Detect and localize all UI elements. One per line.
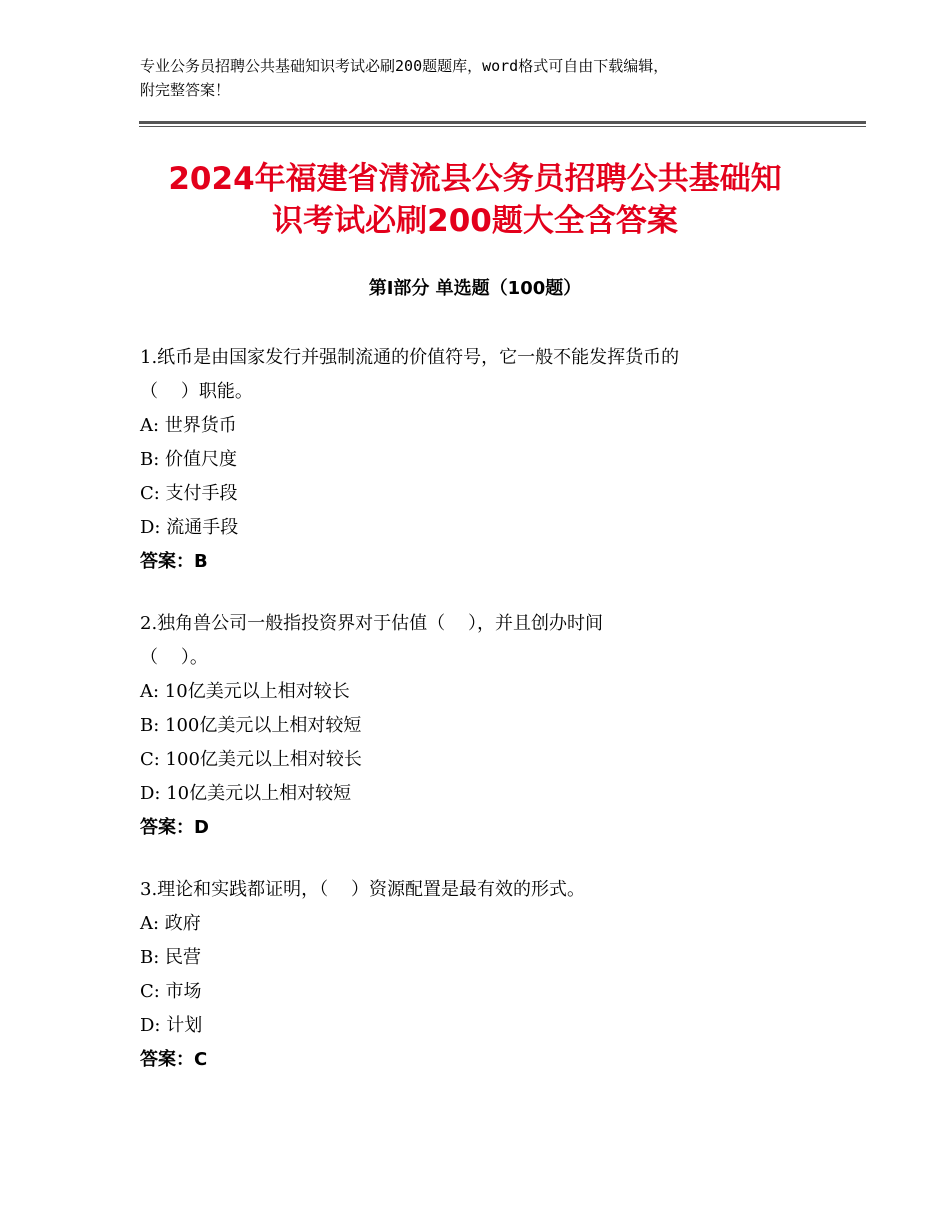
- document-title-line-2: 识考试必刷200题大全含答案: [272, 203, 678, 239]
- header-note: [140, 54, 820, 102]
- option-a: A: 世界货币: [140, 415, 237, 436]
- option-c: C: 市场: [140, 981, 202, 1002]
- section-title: 第Ⅰ部分 单选题（100题）: [368, 278, 582, 299]
- answer-label: 答案：B: [140, 551, 208, 572]
- option-b: B: 价值尺度: [140, 449, 238, 470]
- document-title-line-1: 2024年福建省清流县公务员招聘公共基础知: [168, 161, 782, 197]
- option-a: A: 10亿美元以上相对较长: [140, 681, 350, 702]
- option-a: A: 政府: [140, 913, 201, 934]
- option-d: D: 计划: [140, 1015, 203, 1036]
- question-stem-line-1: 1.纸币是由国家发行并强制流通的价值符号，它一般不能发挥货币的: [140, 347, 680, 368]
- question-stem-line-2: （ ）职能。: [140, 381, 253, 402]
- option-c: C: 100亿美元以上相对较长: [140, 749, 362, 770]
- option-b: B: 100亿美元以上相对较短: [140, 715, 362, 736]
- header-note-line-2: 附完整答案！: [140, 81, 231, 99]
- answer-label: 答案：D: [140, 817, 209, 838]
- answer-label: 答案：C: [140, 1049, 208, 1070]
- question-list: [140, 341, 820, 1105]
- question-stem-line-2: （ ）。: [140, 647, 208, 668]
- option-c: C: 支付手段: [140, 483, 238, 504]
- header-divider-thin: [139, 126, 866, 127]
- header-note-line-1: 专业公务员招聘公共基础知识考试必刷200题题库，word格式可自由下载编辑，: [140, 57, 669, 75]
- question-3: [140, 873, 820, 1077]
- question-1: [140, 341, 820, 579]
- option-b: B: 民营: [140, 947, 202, 968]
- question-stem-line-1: 3.理论和实践都证明，（ ）资源配置是最有效的形式。: [140, 879, 586, 900]
- header-divider-thick: [139, 121, 866, 124]
- document-title: [140, 158, 810, 242]
- option-d: D: 流通手段: [140, 517, 239, 538]
- question-stem-line-1: 2.独角兽公司一般指投资界对于估值（ ），并且创办时间: [140, 613, 604, 634]
- option-d: D: 10亿美元以上相对较短: [140, 783, 352, 804]
- question-2: [140, 607, 820, 845]
